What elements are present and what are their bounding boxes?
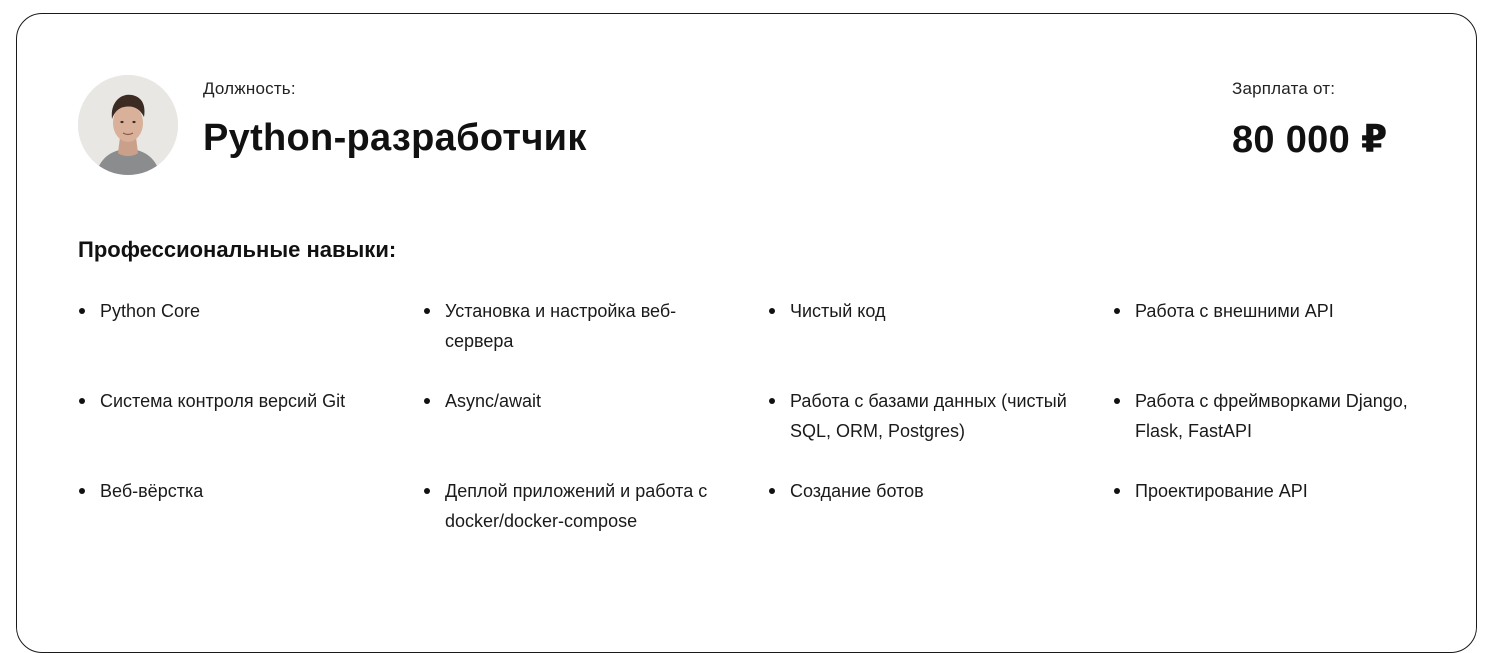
skill-item bbox=[423, 296, 768, 386]
skill-label: Работа с фреймворками Django, Flask, FastAPI bbox=[1135, 391, 1408, 441]
bullet-icon bbox=[79, 488, 85, 494]
bullet-icon bbox=[424, 488, 430, 494]
skill-item bbox=[768, 296, 1113, 386]
skill-item bbox=[1113, 386, 1458, 476]
skill-label: Работа с базами данных (чистый SQL, ORM, Postgres) bbox=[790, 391, 1067, 441]
skill-label: Веб-вёрстка bbox=[100, 481, 204, 501]
skill-item bbox=[78, 296, 423, 386]
bullet-icon bbox=[769, 308, 775, 314]
salary-label: Зарплата от: bbox=[1232, 79, 1336, 98]
skill-label: Python Core bbox=[100, 301, 201, 321]
skills-list bbox=[78, 296, 1458, 566]
position-title: Python-разработчик bbox=[203, 117, 587, 159]
skill-label: Работа с внешними API bbox=[1135, 301, 1334, 321]
bullet-icon bbox=[79, 398, 85, 404]
bullet-icon bbox=[424, 398, 430, 404]
skill-item bbox=[78, 476, 423, 566]
skill-label: Установка и настройка веб-сервера bbox=[445, 301, 677, 351]
avatar-photo-icon bbox=[78, 75, 178, 175]
skill-label: Async/await bbox=[445, 391, 542, 411]
bullet-icon bbox=[1114, 398, 1120, 404]
skill-label: Чистый код bbox=[790, 301, 886, 321]
bullet-icon bbox=[424, 308, 430, 314]
skill-item bbox=[1113, 476, 1458, 566]
salary-value: 80 000 ₽ bbox=[1232, 119, 1388, 161]
bullet-icon bbox=[79, 308, 85, 314]
bullet-icon bbox=[769, 398, 775, 404]
skill-label: Система контроля версий Git bbox=[100, 391, 346, 411]
skills-heading: Профессиональные навыки: bbox=[78, 237, 397, 262]
bullet-icon bbox=[769, 488, 775, 494]
skill-item bbox=[768, 476, 1113, 566]
skill-item bbox=[423, 476, 768, 566]
skill-label: Проектирование API bbox=[1135, 481, 1308, 501]
skill-item bbox=[1113, 296, 1458, 386]
skill-label: Деплой приложений и работа с docker/docker-compose bbox=[445, 481, 708, 531]
position-label: Должность: bbox=[203, 79, 296, 98]
skill-item bbox=[423, 386, 768, 476]
bullet-icon bbox=[1114, 308, 1120, 314]
skill-label: Создание ботов bbox=[790, 481, 924, 501]
skill-item bbox=[768, 386, 1113, 476]
avatar bbox=[78, 75, 178, 175]
bullet-icon bbox=[1114, 488, 1120, 494]
skill-item bbox=[78, 386, 423, 476]
